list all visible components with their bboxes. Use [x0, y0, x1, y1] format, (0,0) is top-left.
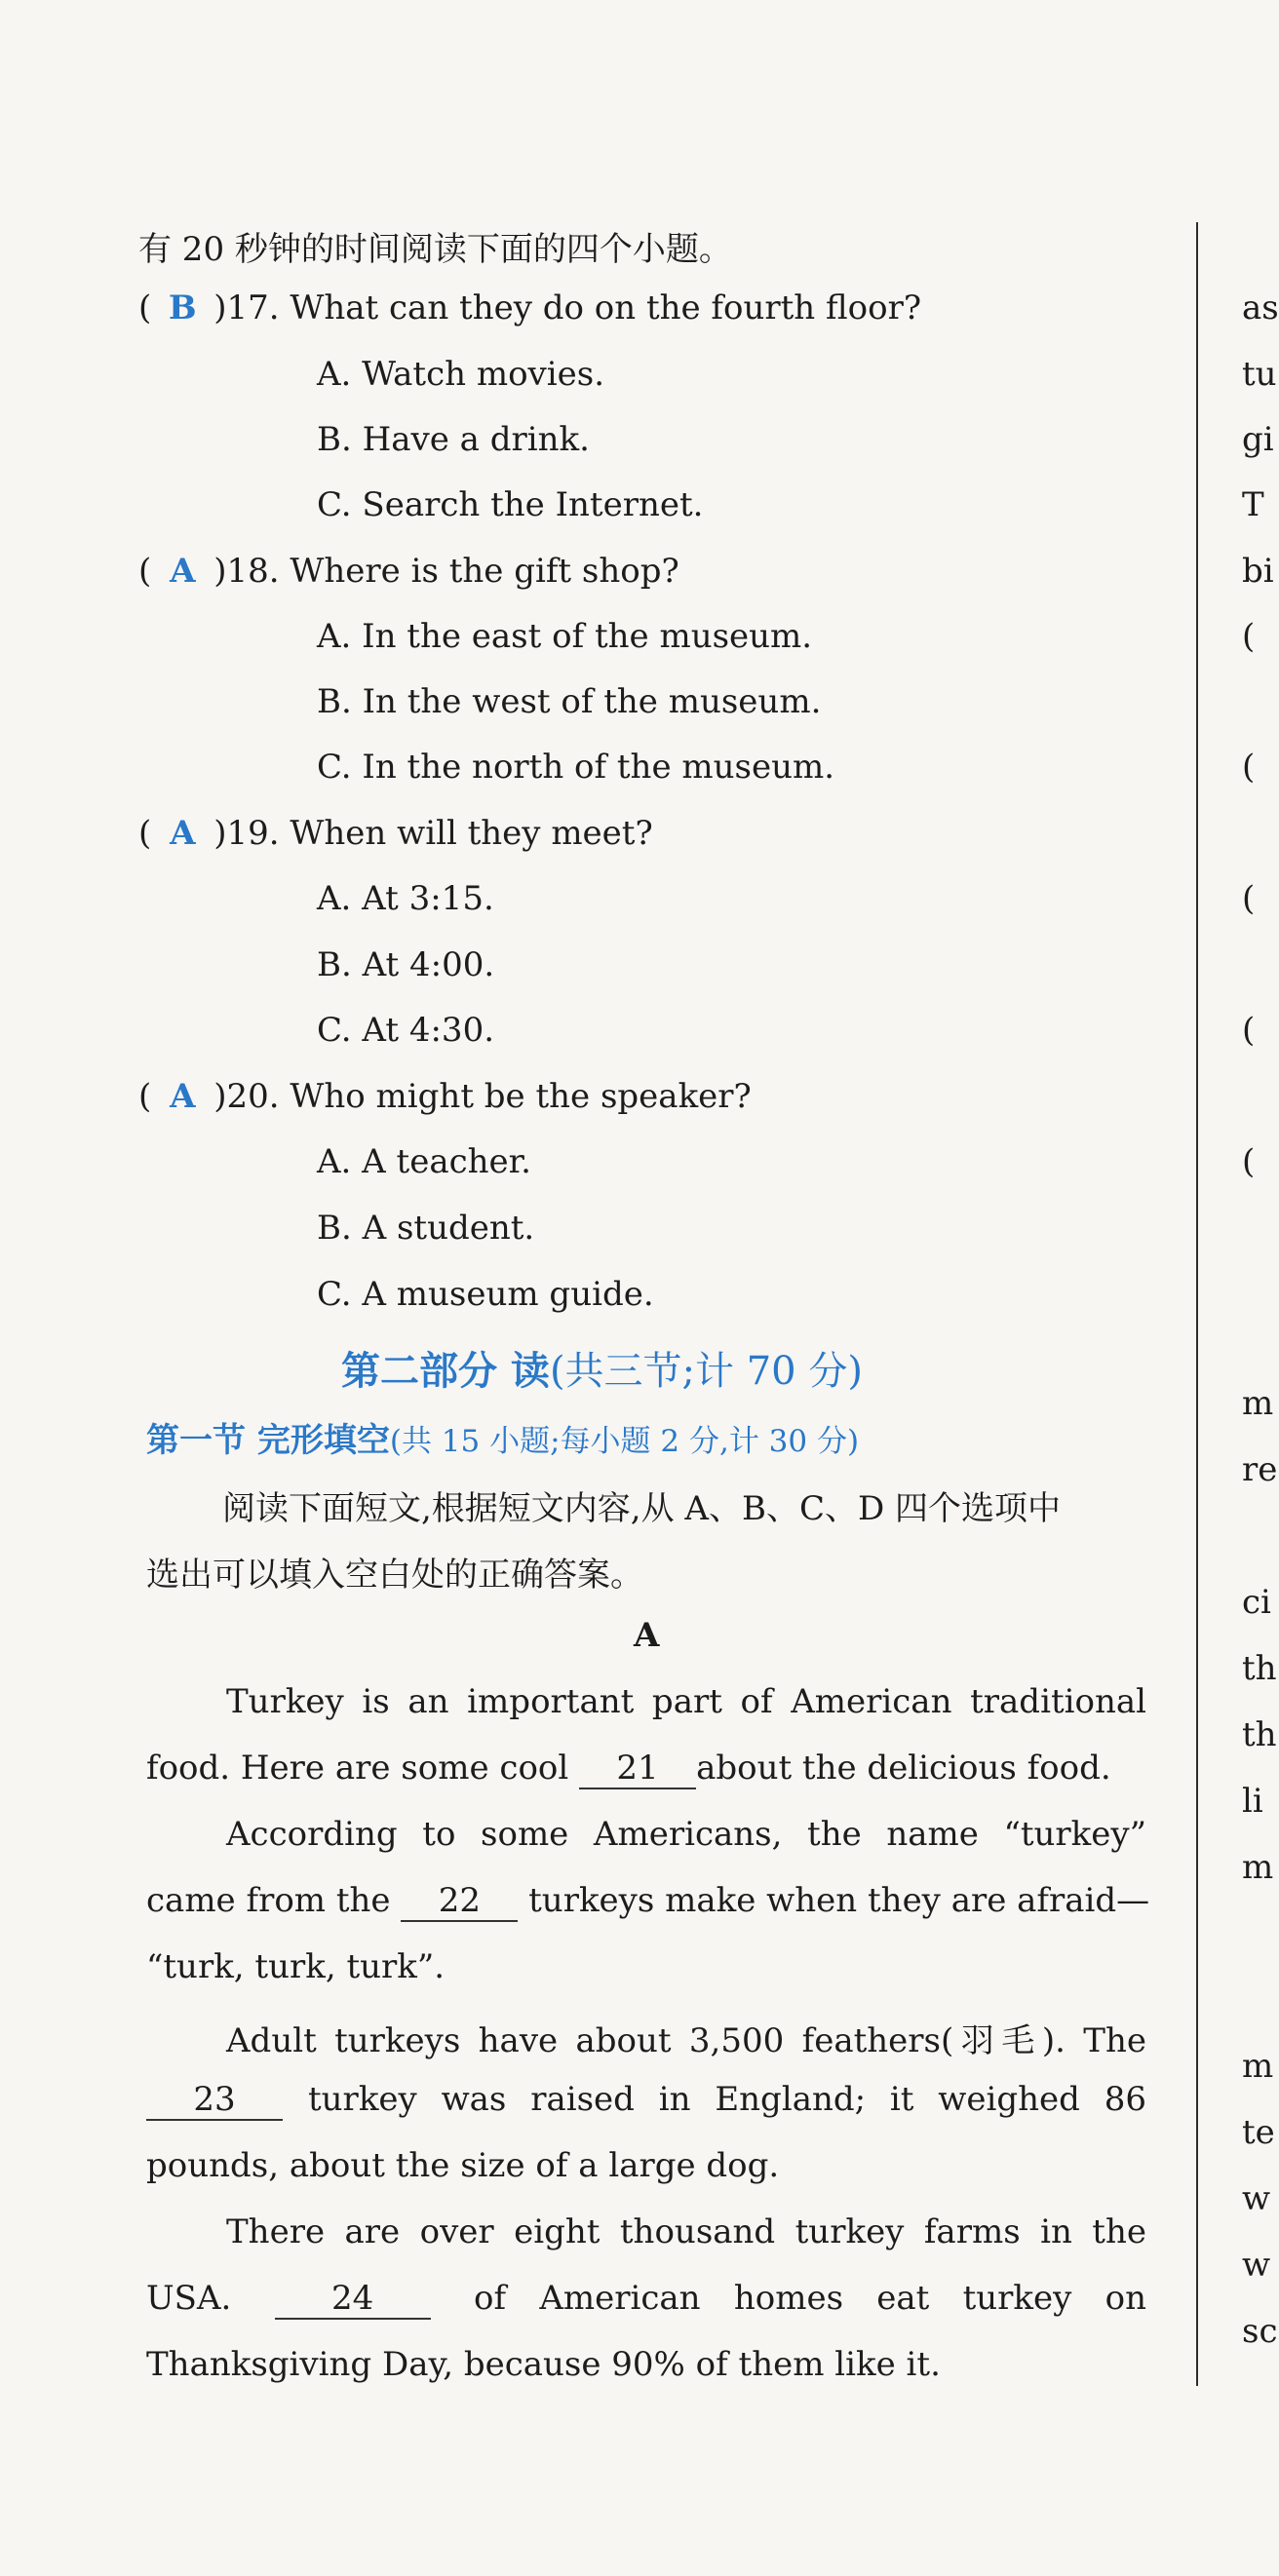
answer-20: A: [170, 1077, 196, 1116]
blank-22: 22: [401, 1881, 518, 1922]
passage-p3-line1: Adult turkeys have about 3,500 feathers(羽毛). The: [226, 2021, 1146, 2060]
right-fragment: gi: [1242, 420, 1274, 459]
passage-p4-line1: There are over eight thousand turkey farms in the: [226, 2212, 1146, 2251]
right-fragment: bi: [1242, 552, 1274, 591]
option-19c: C. At 4:30.: [317, 1011, 495, 1050]
passage-p3-line3: pounds, about the size of a large dog.: [146, 2146, 780, 2185]
question-text: When will they meet?: [290, 814, 653, 853]
right-fragment: th: [1242, 1649, 1277, 1688]
question-18: ( A )18. Where is the gift shop?: [138, 552, 679, 591]
passage-p4-line3: Thanksgiving Day, because 90% of them like it.: [146, 2345, 941, 2384]
passage-p2-line3: “turk, turk, turk”.: [146, 1947, 446, 1986]
question-17: ( B )17. What can they do on the fourth floor?: [138, 288, 922, 327]
option-19b: B. At 4:00.: [317, 945, 495, 984]
question-number: 17.: [226, 288, 280, 327]
right-fragment: tu: [1242, 355, 1277, 394]
right-fragment: m: [1242, 1384, 1274, 1423]
part2-heading: [341, 1340, 863, 1396]
passage-p2-line1: According to some Americans, the name “turkey”: [226, 1815, 1146, 1854]
column-divider: [1196, 222, 1198, 2386]
right-fragment: (: [1242, 748, 1256, 787]
option-17a: A. Watch movies.: [317, 355, 605, 394]
right-fragment: w: [1242, 2179, 1271, 2218]
right-fragment: (: [1242, 879, 1256, 918]
right-fragment: m: [1242, 2047, 1274, 2086]
option-17c: C. Search the Internet.: [317, 485, 704, 524]
question-number: 18.: [226, 552, 280, 591]
instructions-line2: 选出可以填入空白处的正确答案。: [146, 1556, 643, 1595]
passage-p3-line2: 23 turkey was raised in England; it weighed 86: [146, 2080, 1146, 2121]
blank-23: 23: [146, 2080, 283, 2121]
section1-note: (共 15 小题;每小题 2 分,计 30 分): [389, 1424, 860, 1459]
option-18a: A. In the east of the museum.: [317, 617, 813, 656]
option-20b: B. A student.: [317, 1209, 535, 1248]
blank-24: 24: [275, 2279, 431, 2320]
option-19a: A. At 3:15.: [317, 879, 494, 918]
question-19: ( A )19. When will they meet?: [138, 814, 653, 853]
blank-21: 21: [579, 1749, 696, 1789]
right-fragment: as: [1242, 288, 1279, 327]
right-fragment: T: [1242, 485, 1264, 524]
right-fragment: (: [1242, 617, 1256, 656]
passage-heading: A: [634, 1616, 660, 1655]
right-fragment: te: [1242, 2113, 1275, 2152]
question-text: Where is the gift shop?: [290, 552, 679, 591]
question-20: ( A )20. Who might be the speaker?: [138, 1077, 752, 1116]
right-fragment: li: [1242, 1782, 1263, 1821]
question-text: Who might be the speaker?: [290, 1077, 752, 1116]
section1-title: 第一节 完形填空: [146, 1421, 390, 1460]
answer-18: A: [170, 552, 196, 591]
option-18c: C. In the north of the museum.: [317, 748, 835, 787]
right-fragment: re: [1242, 1450, 1278, 1489]
right-fragment: (: [1242, 1142, 1256, 1181]
passage-p1-line2: food. Here are some cool 21 about the delicious food.: [146, 1749, 1111, 1788]
passage-p2-line2: came from the 22 turkeys make when they are afraid—: [146, 1881, 1150, 1920]
right-fragment: (: [1242, 1011, 1256, 1050]
passage-p1-line1: Turkey is an important part of American traditional: [226, 1682, 1146, 1721]
right-fragment: th: [1242, 1715, 1277, 1754]
question-text: What can they do on the fourth floor?: [290, 288, 922, 327]
right-fragment: sc: [1242, 2312, 1278, 2351]
part2-title: 第二部分 读: [341, 1348, 550, 1394]
answer-19: A: [170, 814, 196, 853]
option-17b: B. Have a drink.: [317, 420, 590, 459]
right-fragment: ci: [1242, 1583, 1271, 1622]
intro-text: 有 20 秒钟的时间阅读下面的四个小题。: [138, 230, 732, 269]
option-20a: A. A teacher.: [317, 1142, 531, 1181]
instructions-line1: 阅读下面短文,根据短文内容,从 A、B、C、D 四个选项中: [222, 1489, 1062, 1528]
answer-17: B: [168, 288, 197, 327]
question-number: 19.: [226, 814, 280, 853]
part2-note: (共三节;计 70 分): [549, 1349, 863, 1394]
right-fragment: w: [1242, 2246, 1271, 2285]
section1-heading: [146, 1413, 859, 1461]
right-fragment: m: [1242, 1848, 1274, 1887]
option-20c: C. A museum guide.: [317, 1275, 654, 1314]
option-18b: B. In the west of the museum.: [317, 682, 822, 721]
question-number: 20.: [226, 1077, 280, 1116]
passage-p4-line2: USA. 24 of American homes eat turkey on: [146, 2279, 1146, 2318]
